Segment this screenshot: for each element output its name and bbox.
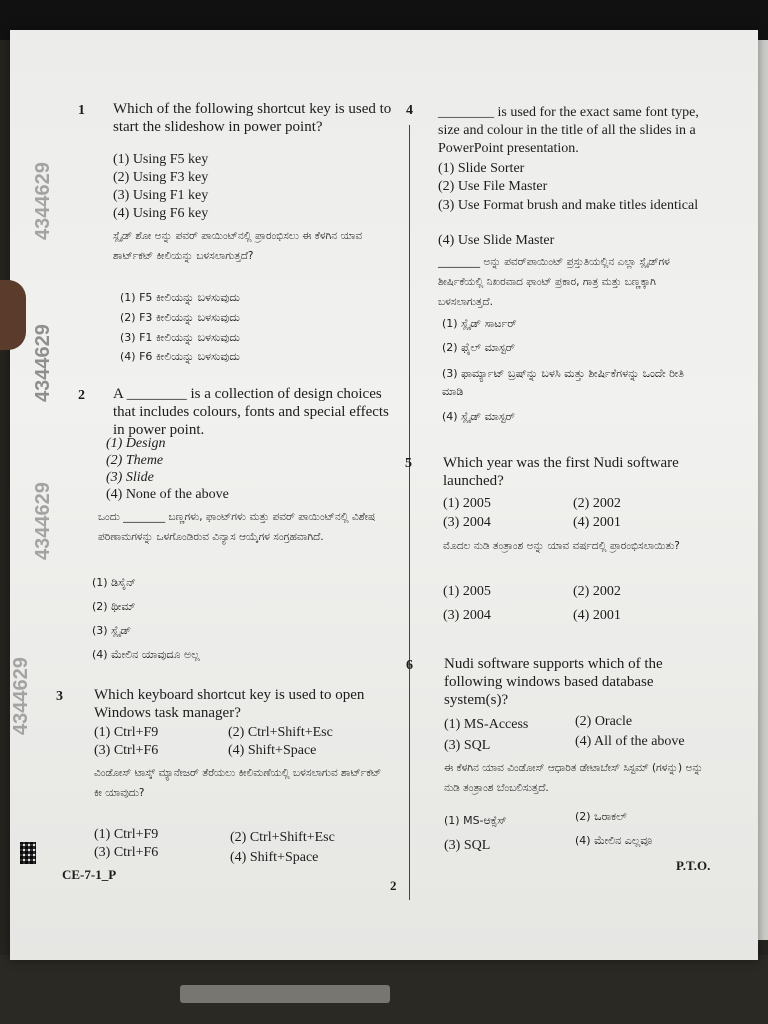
- kannada-option: (3) F1 ಕೀಲಿಯನ್ನು ಬಳಸುವುದು: [120, 331, 240, 344]
- kannada-question-text: ಈ ಕೆಳಗಿನ ಯಾವ ವಿಂಡೋಸ್ ಆಧಾರಿತ ಡೇಟಾಬೇಸ್ ಸಿಸ್ಟಮ್ (ಗಳನ್ನು) ಅನ್ನು ನುಡಿ ತಂತ್ರಾಂಶ ಬೆಂಬಲಿಸುತ್ತದೆ.: [444, 762, 703, 794]
- thumb: [0, 280, 26, 350]
- column-divider: [409, 125, 410, 900]
- option: (4) Using F6 key: [113, 206, 209, 221]
- serial-number-watermark: 4344629: [32, 162, 54, 240]
- kannada-option: (4) ಮೇಲಿನ ಎಲ್ಲವೂ: [575, 834, 653, 847]
- kannada-option: (2) ಥೀಮ್: [92, 600, 136, 613]
- kannada-option: (1) 2005: [443, 584, 491, 599]
- serial-number-watermark: 4344629: [32, 482, 54, 560]
- kannada-question-text: ಮೊದಲ ನುಡಿ ತಂತ್ರಾಂಶ ಅನ್ನು ಯಾವ ವರ್ಷದಲ್ಲಿ ಪ್ರಾರಂಭಿಸಲಾಯಿತು?: [443, 540, 680, 552]
- option: (4) Use Slide Master: [438, 233, 555, 248]
- question-text: Nudi software supports which of the following windows based database system(s)?: [444, 656, 663, 708]
- question-number: 6: [406, 658, 413, 673]
- question-number: 5: [405, 456, 412, 471]
- kannada-option: (3) SQL: [444, 838, 491, 853]
- kannada-option: (2) Ctrl+Shift+Esc: [230, 830, 335, 845]
- question-number: 4: [406, 103, 413, 118]
- pto-label: P.T.O.: [676, 858, 711, 873]
- option: (1) Design: [106, 436, 166, 451]
- option: (2) Theme: [106, 453, 164, 468]
- option: (1) MS-Access: [444, 717, 529, 732]
- question-text: ________ is used for the exact same font type, size and colour in the title of all the slides in a PowerPoint presentation.: [438, 105, 699, 156]
- kannada-option: (3) ಸ್ಲೈಡ್: [92, 624, 132, 637]
- serial-number-watermark: 4344629: [32, 324, 54, 402]
- question-text: Which year was the first Nudi software launched?: [443, 455, 679, 489]
- kannada-option: (2) 2002: [573, 584, 621, 599]
- kannada-option: (3) Ctrl+F6: [94, 845, 159, 860]
- option: (3) Use Format brush and make titles identical: [438, 198, 699, 213]
- kannada-option: (2) ಫೈಲ್ ಮಾಸ್ಟರ್: [442, 341, 515, 354]
- option: (3) SQL: [444, 738, 491, 753]
- option: (2) Using F3 key: [113, 170, 209, 185]
- kannada-option: (3) ಫಾರ್ಮ್ಯಾಟ್ ಬ್ರಷ್‌ನ್ನು ಬಳಸಿ ಮತ್ತು ಶೀರ್ಷಿಕೆಗಳನ್ನು ಒಂದೇ ರೀತಿ ಮಾಡಿ: [442, 367, 684, 398]
- option: (4) 2001: [573, 515, 621, 530]
- kannada-option: (4) 2001: [573, 608, 621, 623]
- option: (2) Oracle: [575, 714, 633, 729]
- kannada-option: (2) ಒರಾಕಲ್: [575, 810, 627, 823]
- kannada-option: (1) Ctrl+F9: [94, 827, 159, 842]
- kannada-question-text: ವಿಂಡೋಸ್ ಟಾಸ್ಕ್ ಮ್ಯಾನೇಜರ್ ತೆರೆಯಲು ಕೀಲಿಮಣೆಯಲ್ಲಿ ಬಳಸಲಾಗುವ ಶಾರ್ಟ್‌ಕಟ್ ಕೀ ಯಾವುದು?: [94, 767, 382, 799]
- option: (1) Using F5 key: [113, 152, 209, 167]
- kannada-option: (1) F5 ಕೀಲಿಯನ್ನು ಬಳಸುವುದು: [120, 291, 240, 304]
- option: (2) Ctrl+Shift+Esc: [228, 725, 333, 740]
- exam-page: [10, 30, 758, 960]
- kannada-question-text: ಒಂದು ________ ಬಣ್ಣಗಳು, ಫಾಂಟ್‌ಗಳು ಮತ್ತು ಪವರ್ ಪಾಯಿಂಟ್‌ನಲ್ಲಿ ವಿಶೇಷ ಪರಿಣಾಮಗಳನ್ನು ಒಳಗೊಂಡಿರುವ ವಿನ್ಯಾಸ ಆಯ್ಕೆಗಳ ಸಂಗ್ರಹವಾಗಿದೆ.: [98, 511, 376, 543]
- kannada-question-text: ________ ಅನ್ನು ಪವರ್‌ಪಾಯಿಂಟ್ ಪ್ರಸ್ತುತಿಯಲ್ಲಿನ ಎಲ್ಲಾ ಸ್ಲೈಡ್‌ಗಳ ಶೀರ್ಷಿಕೆಯಲ್ಲಿ ನಿಖರವಾದ ಫಾಂಟ್ ಪ್ರಕಾರ, ಗಾತ್ರ ಮತ್ತು ಬಣ್ಣಕ್ಕಾಗಿ ಬಳಸಲಾಗುತ್ತದೆ.: [438, 256, 670, 308]
- option: (3) Ctrl+F6: [94, 743, 159, 758]
- option: (2) Use File Master: [438, 179, 548, 194]
- question-number: 3: [56, 689, 63, 704]
- kannada-option: (2) F3 ಕೀಲಿಯನ್ನು ಬಳಸುವುದು: [120, 311, 240, 324]
- option: (1) Slide Sorter: [438, 161, 525, 176]
- question-number: 1: [78, 103, 85, 118]
- question-text: Which of the following shortcut key is used to start the slideshow in power point?: [113, 101, 392, 135]
- qr-code-mark: [20, 842, 36, 864]
- option: (3) 2004: [443, 515, 491, 530]
- question-text: A ________ is a collection of design choices that includes colours, fonts and special effects in power point.: [113, 386, 389, 438]
- page-number: 2: [390, 878, 397, 893]
- kannada-option: (4) F6 ಕೀಲಿಯನ್ನು ಬಳಸುವುದು: [120, 350, 240, 363]
- kannada-option: (1) MS-ಆಕ್ಸೆಸ್: [444, 814, 507, 827]
- kannada-option: (4) ಮೇಲಿನ ಯಾವುದೂ ಅಲ್ಲ: [92, 648, 200, 661]
- question-number: 2: [78, 388, 85, 403]
- kannada-option: (3) 2004: [443, 608, 491, 623]
- kannada-option: (1) ಸ್ಲೈಡ್ ಸಾರ್ಟರ್: [442, 317, 517, 330]
- question-text: Which keyboard shortcut key is used to open Windows task manager?: [94, 687, 365, 721]
- kannada-option: (4) ಸ್ಲೈಡ್ ಮಾಸ್ಟರ್: [442, 410, 515, 423]
- option: (1) Ctrl+F9: [94, 725, 159, 740]
- background-object: [180, 985, 390, 1003]
- option: (4) Shift+Space: [228, 743, 317, 758]
- kannada-question-text: ಸ್ಲೈಡ್ ಶೋ ಅನ್ನು ಪವರ್ ಪಾಯಿಂಟ್‌ನಲ್ಲಿ ಪ್ರಾರಂಭಿಸಲು ಈ ಕೆಳಗಿನ ಯಾವ ಶಾರ್ಟ್‌ಕಟ್ ಕೀಲಿಯನ್ನು ಬಳಸಲಾಗುತ್ತದೆ?: [113, 230, 363, 262]
- paper-code: CE-7-1_P: [62, 867, 117, 882]
- kannada-option: (1) ಡಿಸೈನ್: [92, 576, 136, 589]
- option: (4) None of the above: [106, 487, 229, 502]
- kannada-option: (4) Shift+Space: [230, 850, 319, 865]
- option: (2) 2002: [573, 496, 621, 511]
- option: (4) All of the above: [575, 734, 685, 749]
- option: (3) Slide: [106, 470, 154, 485]
- option: (1) 2005: [443, 496, 491, 511]
- option: (3) Using F1 key: [113, 188, 209, 203]
- serial-number-watermark: 4344629: [10, 657, 32, 735]
